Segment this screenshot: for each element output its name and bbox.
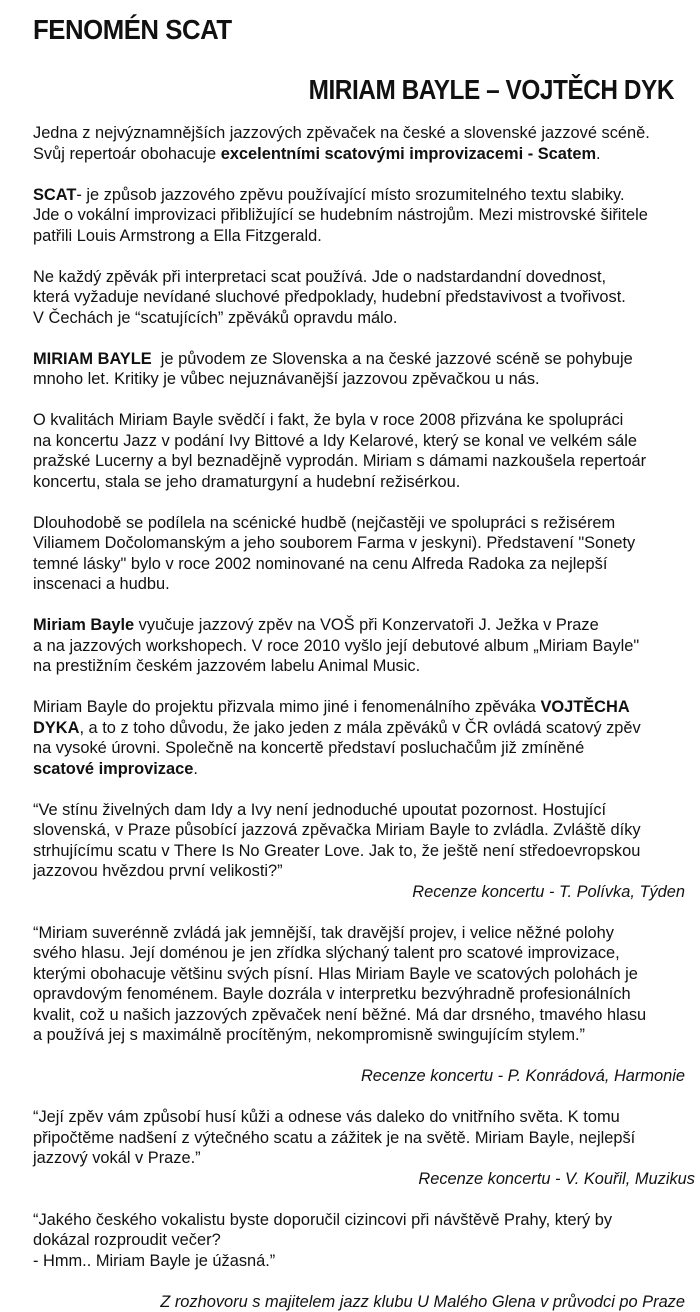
text-line: Dlouhodobě se podílela na scénické hudbě (nejčastěji ve spolupráci s režisérem [33, 513, 685, 534]
paragraph-scat [33, 185, 685, 247]
text-line [33, 349, 685, 370]
quote-muzikus [33, 1107, 685, 1169]
quote-interview [33, 1210, 685, 1272]
page-subtitle: MIRIAM BAYLE – VOJTĚCH DYK [309, 74, 674, 106]
text-run: , a to z toho důvodu, že jako jeden z mála zpěváků v ČR ovládá scatový zpěv [79, 719, 640, 737]
text-line [33, 615, 685, 636]
text-line: inscenaci a hudbu. [33, 574, 685, 595]
quote-line: “Ve stínu živelných dam Idy a Ivy není jednoduché upoutat pozornost. Hostující [33, 800, 685, 821]
text-run: Svůj repertoár obohacuje [33, 145, 221, 163]
text-run: vyučuje jazzový zpěv na VOŠ při Konzervatoři J. Ježka v Praze [134, 616, 599, 634]
text-line: koncertu, stala se jeho dramaturgyní a hudební režisérkou. [33, 472, 685, 493]
text-run: - je způsob jazzového zpěvu používající místo srozumitelného textu slabiky. [76, 186, 624, 204]
quote-citation: Recenze koncertu - V. Kouřil, Muzikus [33, 1169, 695, 1190]
text-line: temné lásky" bylo v roce 2002 nominované na cenu Alfreda Radoka za nejlepší [33, 554, 685, 575]
text-line: a na jazzových workshopech. V roce 2010 vyšlo její debutové album „Miriam Bayle" [33, 636, 685, 657]
bold-text: scatové improvizace [33, 760, 193, 778]
quote-line: “Miriam suverénně zvládá jak jemnější, tak dravější projev, i velice něžné polohy [33, 923, 685, 944]
paragraph-scenic-music [33, 513, 685, 595]
text-line: O kvalitách Miriam Bayle svědčí i fakt, že byla v roce 2008 přizvána ke spolupráci [33, 410, 685, 431]
paragraph-skill [33, 267, 685, 329]
text-line: na koncertu Jazz v podání Ivy Bittové a Idy Kelarové, který se konal ve velkém sále [33, 431, 685, 452]
page-title: FENOMÉN SCAT [33, 14, 232, 46]
text-line: na prestižním českém jazzovém labelu Animal Music. [33, 656, 685, 677]
quote-line: - Hmm.. Miriam Bayle je úžasná.” [33, 1251, 685, 1272]
article-body [33, 123, 685, 1312]
bold-text: Miriam Bayle [33, 616, 134, 634]
quote-citation: Recenze koncertu - T. Polívka, Týden [33, 882, 685, 903]
text-run: . [193, 760, 198, 778]
text-line [33, 718, 685, 739]
quote-citation: Recenze koncertu - P. Konrádová, Harmonie [33, 1066, 685, 1087]
text-run: Miriam Bayle do projektu přizvala mimo jiné i fenomenálního zpěváka [33, 698, 540, 716]
bold-text: SCAT [33, 186, 76, 204]
quote-line: slovenská, v Praze působící jazzová zpěvačka Miriam Bayle to zvládla. Zvláště díky [33, 820, 685, 841]
text-line [33, 185, 685, 206]
bold-text: MIRIAM BAYLE [33, 350, 152, 368]
quote-line: kvalit, což u našich jazzových zpěvaček není běžné. Má dar drsného, tmavého hlasu [33, 1005, 685, 1026]
text-line: pražské Lucerny a byl beznadějně vyprodán. Miriam s dámami nazkoušela repertoár [33, 451, 685, 472]
quote-line: “Její zpěv vám způsobí husí kůži a odnese vás daleko do vnitřního světa. K tomu [33, 1107, 685, 1128]
quote-line: jazzový vokál v Praze.” [33, 1148, 685, 1169]
bold-text: VOJTĚCHA [540, 698, 629, 716]
text-line: Jde o vokální improvizaci přibližující se hudebním nástrojům. Mezi mistrovské šiřitele [33, 205, 685, 226]
quote-harmonie [33, 923, 685, 1046]
paragraph-teaching [33, 615, 685, 677]
bold-text: excelentními scatovými improvizacemi - Scatem [221, 145, 596, 163]
text-line: Jedna z nejvýznamnějších jazzových zpěvaček na české a slovenské jazzové scéně. [33, 123, 685, 144]
quote-line: jazzovou hvězdou první velikosti?” [33, 861, 685, 882]
quote-tyden [33, 800, 685, 882]
text-line [33, 144, 685, 165]
text-run: . [596, 145, 601, 163]
quote-line: a používá jej s maximálně procítěným, nekompromisně swingujícím stylem.” [33, 1025, 685, 1046]
bold-text: DYKA [33, 719, 79, 737]
text-line: patřili Louis Armstrong a Ella Fitzgerald. [33, 226, 685, 247]
text-line: která vyžaduje nevídané sluchové předpoklady, hudební představivost a tvořivost. [33, 287, 685, 308]
text-line [33, 697, 685, 718]
text-line: mnoho let. Kritiky je vůbec nejuznávanější jazzovou zpěvačkou u nás. [33, 369, 685, 390]
quote-line: připočtěme nadšení z výtečného scatu a zážitek je na světě. Miriam Bayle, nejlepší [33, 1128, 685, 1149]
text-run: je původem ze Slovenska a na české jazzové scéně se pohybuje [152, 350, 633, 368]
paragraph-intro [33, 123, 685, 164]
quote-line: “Jakého českého vokalistu byste doporučil cizincovi při návštěvě Prahy, který by [33, 1210, 685, 1231]
text-line: na vysoké úrovni. Společně na koncertě představí posluchačům již zmíněné [33, 738, 685, 759]
text-line [33, 759, 685, 780]
text-line: Viliamem Dočolomanským a jeho souborem Farma v jeskyni). Představení "Sonety [33, 533, 685, 554]
text-line: V Čechách je “scatujících” zpěváků opravdu málo. [33, 308, 685, 329]
quote-line: dokázal rozproudit večer? [33, 1230, 685, 1251]
paragraph-lucerna [33, 410, 685, 492]
quote-citation: Z rozhovoru s majitelem jazz klubu U Malého Glena v průvodci po Praze [33, 1292, 685, 1312]
paragraph-vojtech [33, 697, 685, 779]
quote-line: svého hlasu. Její doménou je jen zřídka slýchaný talent pro scatové improvizace, [33, 943, 685, 964]
paragraph-miriam [33, 349, 685, 390]
quote-line: strhujícímu scatu v There Is No Greater Love. Jak to, že ještě není středoevropskou [33, 841, 685, 862]
quote-line: kterými obohacuje většinu svých písní. Hlas Miriam Bayle ve scatových polohách je [33, 964, 685, 985]
text-line: Ne každý zpěvák při interpretaci scat používá. Jde o nadstardandní dovednost, [33, 267, 685, 288]
quote-line: opravdovým fenoménem. Bayle dozrála v interpretku bezvýhradně profesionálních [33, 984, 685, 1005]
